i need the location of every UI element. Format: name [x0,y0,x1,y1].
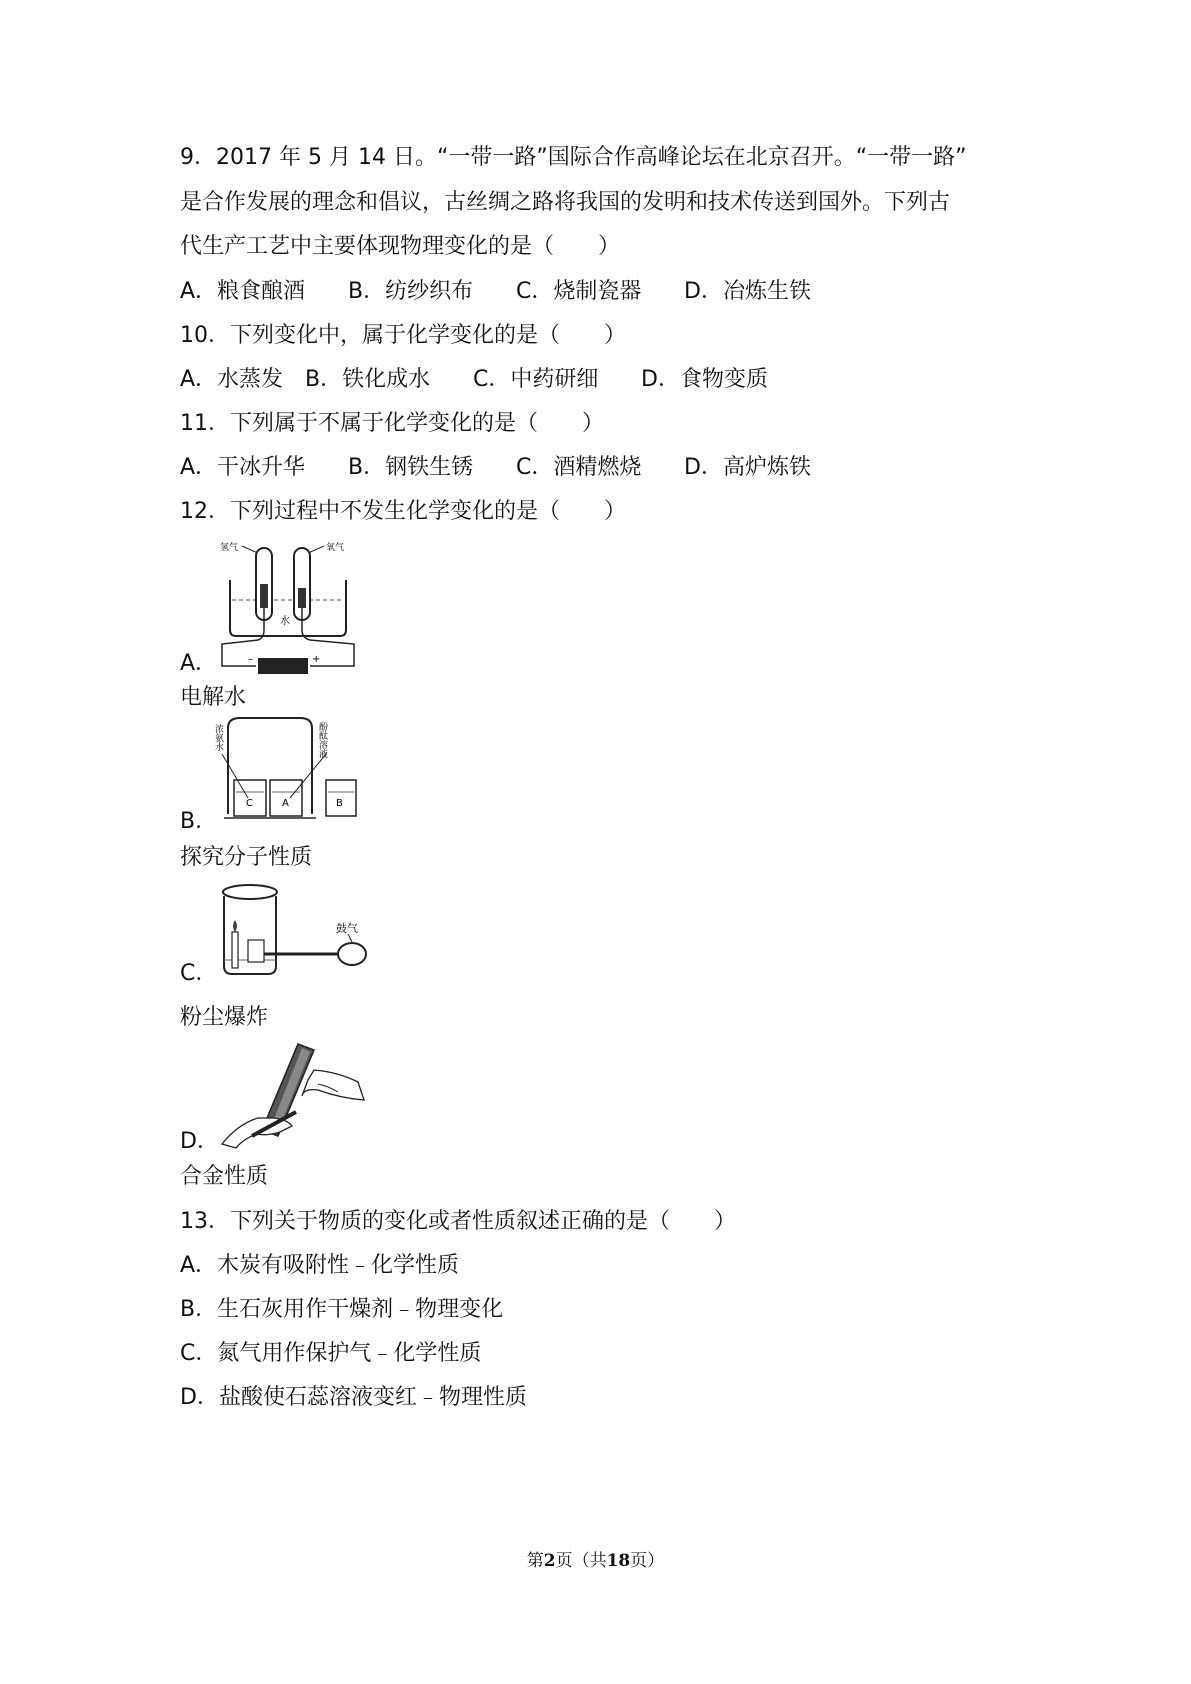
beaker-label-c: C [246,798,253,809]
q9-option-c: C．烧制瓷器 [516,279,642,304]
svg-text:–: – [248,654,253,665]
q11-option-d: D．高炉炼铁 [684,455,811,480]
page-footer [0,1546,1191,1571]
footer-suffix: 页） [630,1551,665,1571]
dust-explosion-figure [218,880,388,980]
q12-option-b-letter: B． [180,809,218,834]
electrolysis-figure [218,540,368,672]
q10-stem: 10．下列变化中，属于化学变化的是（ ） [180,323,626,348]
q9-stem-line1: 9．2017 年 5 月 14 日。“一带一路”国际合作高峰论坛在北京召开。“一带一路” [180,145,967,170]
q12-option-a-letter: A． [180,651,218,676]
figure-label-blow-air: 鼓气 [336,922,358,935]
q13-option-d: D．盐酸使石蕊溶液变红﹣物理性质 [180,1385,527,1410]
footer-middle: 页（共 [555,1551,607,1571]
beaker-label-b: B [336,798,343,809]
q12-option-d-caption: 合金性质 [180,1164,269,1189]
q9-option-b: B．纺纱织布 [348,279,474,304]
q9-options [180,276,811,308]
q10-options [180,364,768,396]
q12-option-b-caption: 探究分子性质 [180,845,313,870]
q9-stem-line2: 是合作发展的理念和倡议，古丝绸之路将我国的发明和技术传送到国外。下列古 [180,190,951,215]
q11-option-a: A．干冰升华 [180,455,306,480]
q13-option-b: B．生石灰用作干燥剂﹣物理变化 [180,1297,504,1322]
figure-label-ammonia: 浓氨水 [213,724,223,751]
q13-option-a: A．木炭有吸附性﹣化学性质 [180,1253,460,1278]
q9-option-a: A．粮食酿酒 [180,279,306,304]
q9-stem-line3: 代生产工艺中主要体现物理变化的是（ ） [180,234,621,259]
q12-option-a-caption: 电解水 [180,685,247,710]
footer-prefix: 第 [526,1551,544,1571]
q12-option-d-letter: D． [180,1129,219,1154]
q12-option-c-caption: 粉尘爆炸 [180,1005,269,1030]
q11-stem: 11．下列属于不属于化学变化的是（ ） [180,411,604,436]
q10-option-b: B．铁化成水 [305,367,431,392]
alloy-scratch-figure [218,1040,378,1150]
q10-option-d: D．食物变质 [641,367,768,392]
q12-stem: 12．下列过程中不发生化学变化的是（ ） [180,499,626,524]
q11-options [180,452,811,484]
q13-option-c: C．氮气用作保护气﹣化学性质 [180,1341,482,1366]
q13-stem: 13．下列关于物质的变化或者性质叙述正确的是（ ） [180,1209,736,1234]
q12-option-c-letter: C． [180,961,218,986]
footer-total-pages: 18 [606,1551,631,1571]
beaker-label-a: A [282,798,289,809]
q11-option-c: C．酒精燃烧 [516,455,642,480]
q11-option-b: B．钢铁生锈 [348,455,474,480]
q10-option-a: A．水蒸发 [180,367,284,392]
q10-option-c: C．中药研细 [473,367,599,392]
figure-label-hydrogen: 氢气 [220,543,239,553]
figure-label-water: 水 [280,616,290,627]
figure-label-oxygen: 氧气 [326,543,345,553]
figure-label-phenolphthalein: 酚酞溶液 [317,722,327,758]
svg-text:+: + [312,654,321,665]
molecule-diffusion-figure [213,714,378,826]
footer-page-number: 2 [543,1551,556,1571]
q9-option-d: D．冶炼生铁 [684,279,811,304]
